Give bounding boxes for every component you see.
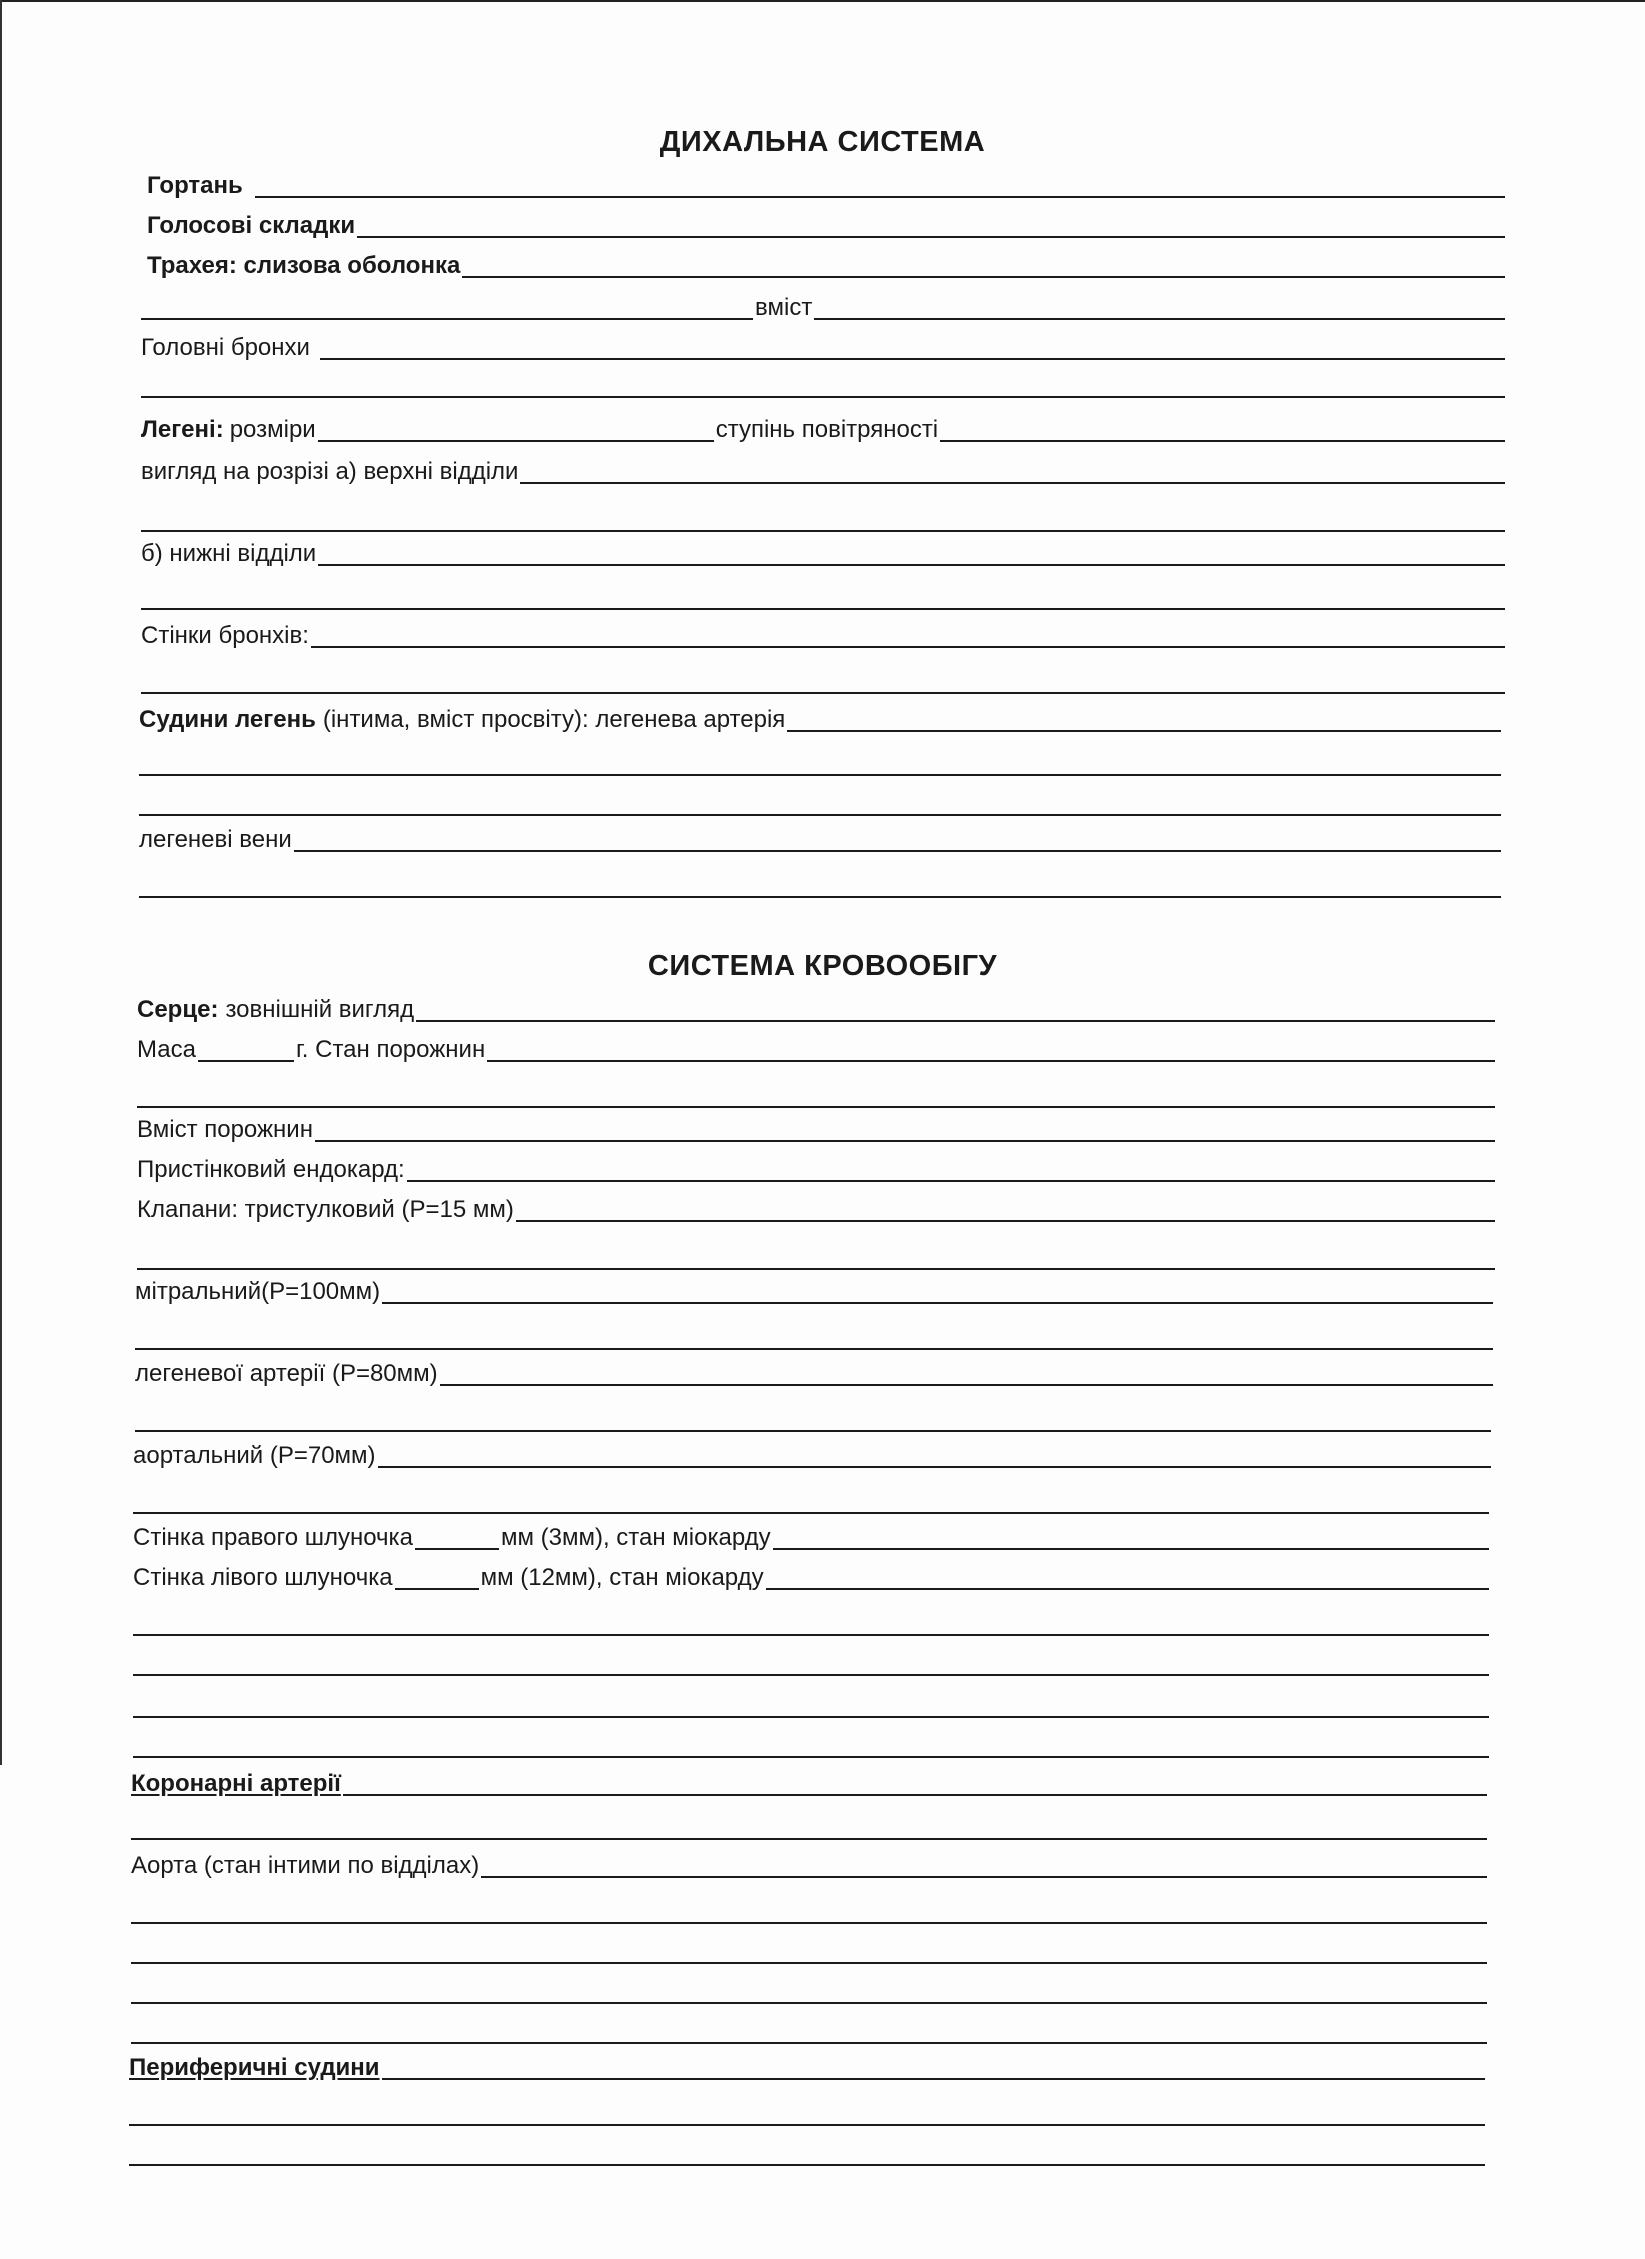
trachea-blank[interactable] (462, 276, 1505, 278)
pulmonary-valve-label: легеневої артерії (Р=80мм) (135, 1360, 438, 1387)
cut-upper-blank[interactable] (520, 482, 1505, 484)
page-edge-left (0, 0, 2, 1765)
lung-vessels-row (139, 706, 1501, 736)
mass-row (137, 1036, 1495, 1066)
aorta-blank[interactable] (481, 1876, 1487, 1878)
valves-tricuspid-label: Клапани: тристулковий (Р=15 мм) (137, 1196, 514, 1223)
mitral-extra-line[interactable] (135, 1348, 1493, 1350)
trachea-row (147, 252, 1505, 282)
cavity-content-label: Вміст порожнин (137, 1116, 313, 1143)
rv-wall-row (133, 1524, 1489, 1554)
respiratory-section-title: ДИХАЛЬНА СИСТЕМА (659, 126, 986, 158)
main-bronchi-label: Головні бронхи (141, 334, 310, 361)
trachea-content-row (141, 294, 1505, 324)
trachea-label: Трахея: слизова оболонка (147, 252, 461, 279)
vocal-folds-label: Голосові складки (147, 212, 356, 239)
pulmonary-veins-row (139, 826, 1501, 856)
cavity-content-row (137, 1116, 1495, 1146)
main-bronchi-blank[interactable] (320, 358, 1505, 360)
aortic-blank[interactable] (378, 1466, 1491, 1468)
peripheral-extra-line-1[interactable] (129, 2124, 1485, 2126)
cut-lower-label: б) нижні відділи (141, 540, 317, 567)
cavities-state-blank[interactable] (487, 1060, 1495, 1062)
lungs-size-label: розміри (229, 416, 316, 443)
peripheral-row (129, 2054, 1485, 2084)
lung-vessels-extra-line-1[interactable] (139, 774, 1501, 776)
tricuspid-blank[interactable] (516, 1220, 1495, 1222)
bronchial-walls-extra-line[interactable] (141, 692, 1505, 694)
lv-wall-label: Стінка лівого шлуночка (133, 1564, 393, 1591)
parietal-endocardium-row (137, 1156, 1495, 1186)
tricuspid-extra-line[interactable] (137, 1268, 1495, 1270)
vocal-folds-blank[interactable] (357, 236, 1505, 238)
heart-appearance-blank[interactable] (416, 1020, 1495, 1022)
lungs-label: Легені: (141, 416, 224, 443)
page-edge-top (0, 0, 1645, 2)
rv-wall-label: Стінка правого шлуночка (133, 1524, 413, 1551)
lv-extra-line-4[interactable] (133, 1756, 1489, 1758)
peripheral-extra-line-2[interactable] (129, 2164, 1485, 2166)
heart-label: Серце: (137, 996, 219, 1023)
coronary-arteries-label: Коронарні артерії (131, 1770, 341, 1797)
lv-extra-line-2[interactable] (133, 1674, 1489, 1676)
aortic-label: аортальний (Р=70мм) (133, 1442, 376, 1469)
rv-wall-blank[interactable] (415, 1548, 499, 1550)
aorta-extra-line-4[interactable] (131, 2042, 1487, 2044)
parietal-endocardium-label: Пристінковий ендокард: (137, 1156, 405, 1183)
aorta-extra-line-1[interactable] (131, 1922, 1487, 1924)
peripheral-vessels-label: Периферичні судини (129, 2054, 380, 2081)
content-blank[interactable] (814, 318, 1505, 320)
valves-row (137, 1196, 1495, 1226)
vocal-folds-row (147, 212, 1505, 242)
mass-blank[interactable] (198, 1060, 294, 1062)
bronchial-walls-label: Стінки бронхів: (141, 622, 309, 649)
lv-wall-row (133, 1564, 1489, 1594)
aorta-extra-line-3[interactable] (131, 2002, 1487, 2004)
coronary-arteries-blank[interactable] (343, 1794, 1487, 1796)
mitral-blank[interactable] (382, 1302, 1493, 1304)
aorta-label: Аорта (стан інтими по відділах) (131, 1852, 480, 1879)
pulmonary-veins-extra-line[interactable] (139, 896, 1501, 898)
cavities-extra-line[interactable] (137, 1106, 1495, 1108)
rv-wall-detail: мм (3мм), стан міокарду (500, 1524, 771, 1551)
lung-vessels-extra-line-2[interactable] (139, 814, 1501, 816)
cut-upper-extra-line[interactable] (141, 530, 1505, 532)
cut-upper-row (141, 458, 1505, 488)
lv-extra-line-1[interactable] (133, 1634, 1489, 1636)
cut-lower-row (141, 540, 1505, 570)
cavity-content-blank[interactable] (315, 1140, 1495, 1142)
lv-wall-detail: мм (12мм), стан міокарду (480, 1564, 764, 1591)
rv-myocardium-blank[interactable] (773, 1548, 1489, 1550)
larynx-label: Гортань (147, 172, 243, 199)
lung-vessels-detail: (інтима, вміст просвіту): легенева артерія (322, 706, 786, 733)
coronary-extra-line[interactable] (131, 1838, 1487, 1840)
content-label: вміст (755, 294, 813, 321)
pulmonary-valve-extra-line[interactable] (135, 1430, 1491, 1432)
lungs-row (141, 416, 1505, 446)
bronchial-walls-blank[interactable] (311, 646, 1505, 648)
airiness-label: ступінь повітряності (715, 416, 939, 443)
aorta-extra-line-2[interactable] (131, 1962, 1487, 1964)
pulmonary-veins-blank[interactable] (294, 850, 1501, 852)
cavities-state-label: г. Стан порожнин (295, 1036, 486, 1063)
mass-label: Маса (137, 1036, 196, 1063)
heart-appearance-label: зовнішній вигляд (225, 996, 415, 1023)
aortic-extra-line[interactable] (133, 1512, 1489, 1514)
lv-myocardium-blank[interactable] (766, 1588, 1489, 1590)
aorta-row (131, 1852, 1487, 1882)
larynx-blank[interactable] (255, 196, 1505, 198)
aortic-row (133, 1442, 1491, 1472)
mitral-row (135, 1278, 1493, 1308)
cut-upper-label: вигляд на розрізі а) верхні відділи (141, 458, 519, 485)
heart-row (137, 996, 1495, 1026)
peripheral-vessels-blank[interactable] (382, 2078, 1485, 2080)
pulmonary-valve-blank[interactable] (440, 1384, 1493, 1386)
lv-extra-line-3[interactable] (133, 1716, 1489, 1718)
cut-lower-blank[interactable] (318, 564, 1505, 566)
bronchial-walls-row (141, 622, 1505, 652)
pulmonary-artery-blank[interactable] (787, 730, 1501, 732)
coronary-row (131, 1770, 1487, 1800)
main-bronchi-extra-line[interactable] (141, 396, 1505, 398)
main-bronchi-row (141, 334, 1505, 364)
pulmonary-veins-label: легеневі вени (139, 826, 292, 853)
mitral-label: мітральний(Р=100мм) (135, 1278, 381, 1305)
lv-wall-blank[interactable] (395, 1588, 479, 1590)
lung-vessels-label: Судини легень (139, 706, 316, 733)
cut-lower-extra-line[interactable] (141, 608, 1505, 610)
circulatory-section-title: СИСТЕМА КРОВООБІГУ (647, 950, 998, 982)
parietal-endocardium-blank[interactable] (407, 1180, 1495, 1182)
trachea-continuation-blank[interactable] (141, 318, 753, 320)
lungs-size-blank[interactable] (318, 440, 714, 442)
pulmonary-valve-row (135, 1360, 1493, 1390)
larynx-row (147, 172, 1505, 202)
airiness-blank[interactable] (940, 440, 1505, 442)
